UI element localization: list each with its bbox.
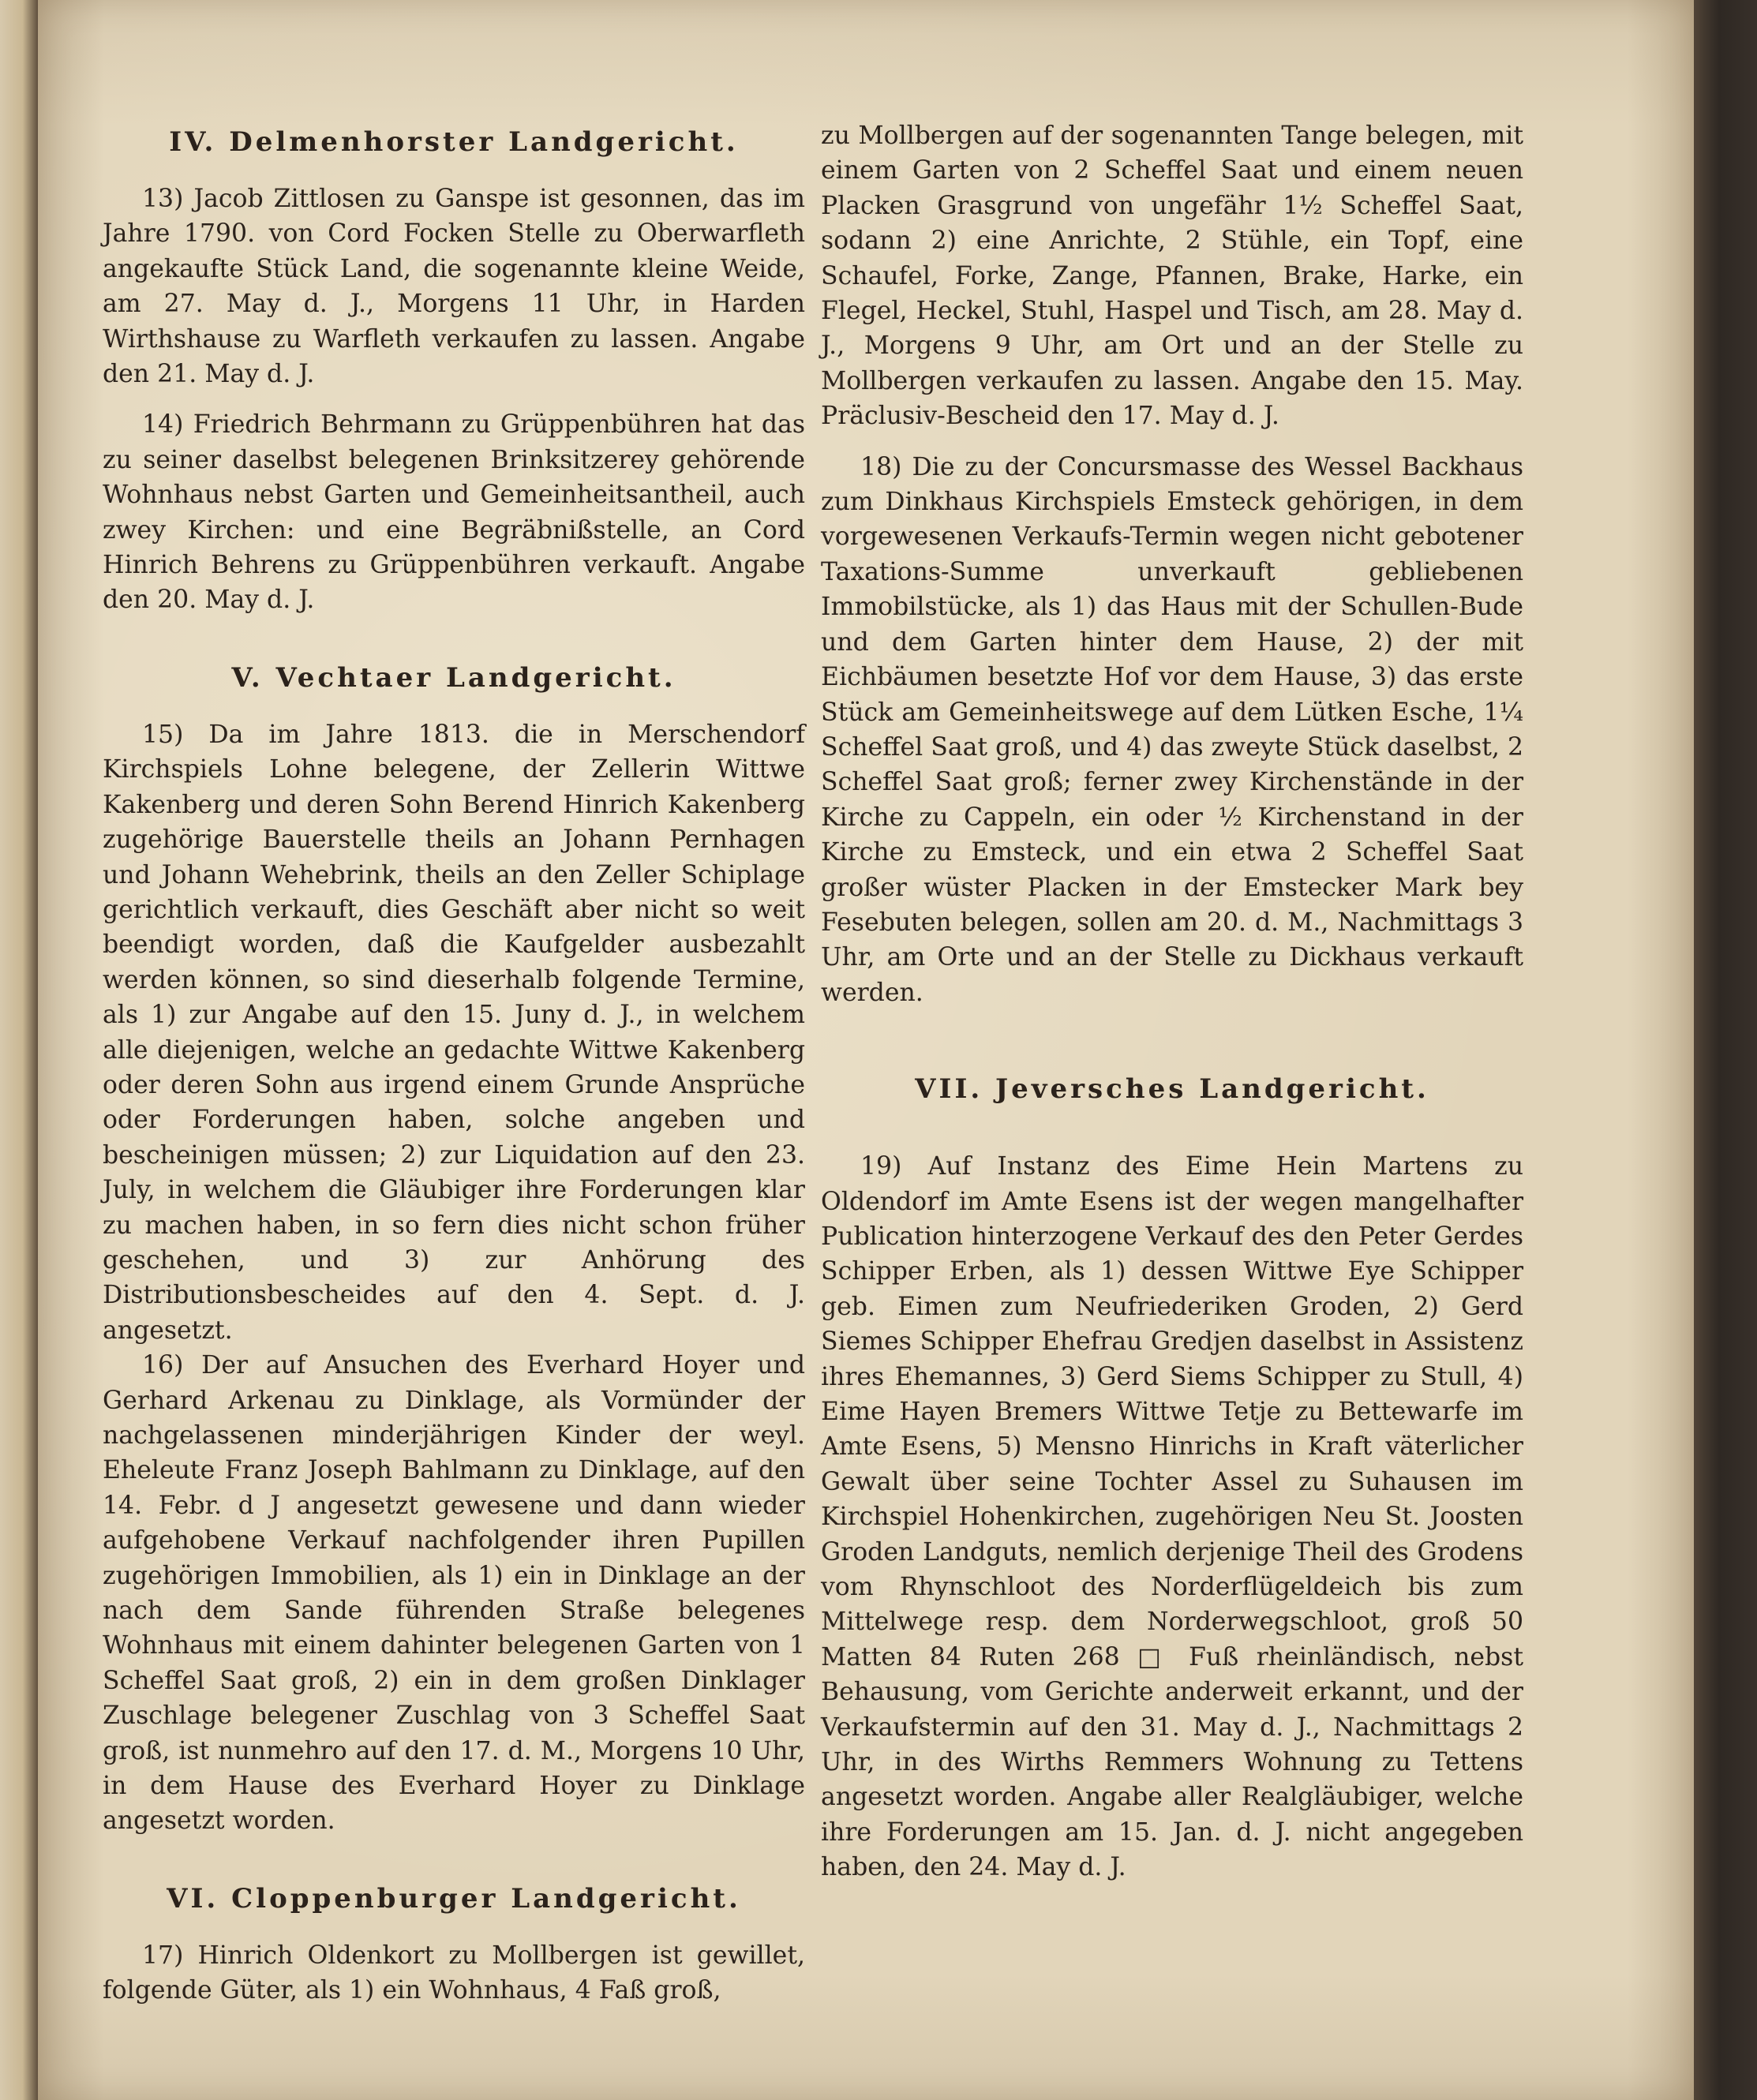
entry-13: 13) Jacob Zittlosen zu Ganspe ist gesonnen, das im Jahre 1790. von Cord Focken Stelle zu Oberwarfleth angekaufte Stück Land, die sogenannte kleine Weide, am 27. May d. J., Morgens 11 Uhr, in Harden Wirthshause zu Warfleth verkaufen zu lassen. Angabe den 21. May d. J. [103, 185, 805, 389]
left-column [103, 118, 805, 2008]
right-column [821, 118, 1523, 1885]
entry-14: 14) Friedrich Behrmann zu Grüppenbühren hat das zu seiner daselbst belegenen Brinksitzerey gehörende Wohnhaus nebst Garten und Gemeinheitsantheil, auch zwey Kirchen: und eine Begräbnißstelle, an Cord Hinrich Behrens zu Grüppenbühren verkauft. Angabe den 20. May d. J. [103, 410, 805, 615]
facing-page-edge [0, 0, 41, 2100]
page-shadow-edge [1694, 0, 1757, 2100]
entry-17-continued: zu Mollbergen auf der sogenannten Tange belegen, mit einem Garten von 2 Scheffel Saat und einem neuen Placken Grasgrund von ungefähr 1½ Scheffel Saat, sodann 2) eine Anrichte, 2 Stühle, ein Topf, eine Schaufel, Forke, Zange, Pfannen, Brake, Harke, ein Flegel, Heckel, Stuhl, Haspel und Tisch, am 28. May d. J., Morgens 9 Uhr, am Ort und an der Stelle zu Mollbergen verkaufen zu lassen. Angabe den 15. May. Präclusiv-Bescheid den 17. May d. J. [821, 122, 1523, 431]
section-vi-heading: VI. Cloppenburger Landgericht. [167, 1882, 741, 1915]
entry-15: 15) Da im Jahre 1813. die in Merschendorf Kirchspiels Lohne belegene, der Zellerin Wittwe Kakenberg und deren Sohn Berend Hinrich Kakenberg zugehörige Bauerstelle theils an Johann Pernhagen und Johann Wehebrink, theils an den Zeller Schiplage gerichtlich verkauft, dies Geschäft aber nicht so weit beendigt worden, daß die Kaufgelder ausbezahlt werden können, so sind dieserhalb folgende Termine, als 1) zur Angabe auf den 15. Juny d. J., in welchem alle diejenigen, welche an gedachte Wittwe Kakenberg oder deren Sohn aus irgend einem Grunde Ansprüche oder Forderungen haben, solche angeben und bescheinigen müssen; 2) zur Liquidation auf den 23. July, in welchem die Gläubiger ihre Forderungen klar zu machen haben, in so fern dies nicht schon früher geschehen, und 3) zur Anhörung des Distributionsbescheides auf den 4. Sept. d. J. angesetzt. [103, 720, 805, 1345]
section-iv-heading: IV. Delmenhorster Landgericht. [169, 126, 739, 158]
entry-16: 16) Der auf Ansuchen des Everhard Hoyer und Gerhard Arkenau zu Dinklage, als Vormünder der nachgelassenen minderjährigen Kinder der weyl. Eheleute Franz Joseph Bahlmann zu Dinklage, auf den 14. Febr. d J angesetzt gewesene und dann wieder aufgehobene Verkauf nachfolgender ihren Pupillen zugehörigen Immobilien, als 1) ein in Dinklage an der nach dem Sande führenden Straße belegenes Wohnhaus mit einem dahinter belegenen Garten von 1 Scheffel Saat groß, 2) ein in dem großen Dinklager Zuschlage belegener Zuschlag von 3 Scheffel Saat groß, ist nunmehro auf den 17. d. M., Morgens 10 Uhr, in dem Hause des Everhard Hoyer zu Dinklage angesetzt worden. [103, 1351, 805, 1836]
entry-18: 18) Die zu der Concursmasse des Wessel Backhaus zum Dinkhaus Kirchspiels Emsteck gehörigen, in dem vorgewesenen Verkaufs-Termin wegen nicht gebotener Taxations-Summe unverkauft gebliebenen Immobilstücke, als 1) das Haus mit der Schullen-Bude und dem Garten hinter dem Hause, 2) der mit Eichbäumen besetzte Hof vor dem Hause, 3) das erste Stück am Gemeinheitswege auf dem Lütken Esche, 1¼ Scheffel Saat groß, und 4) das zweyte Stück daselbst, 2 Scheffel Saat groß; ferner zwey Kirchenstände in der Kirche zu Cappeln, ein oder ½ Kirchenstand in der Kirche zu Emsteck, und ein etwa 2 Scheffel Saat großer wüster Placken in der Emstecker Mark bey Fesebuten belegen, sollen am 20. d. M., Nachmittags 3 Uhr, am Orte und an der Stelle zu Dickhaus verkauft werden. [821, 452, 1523, 1007]
section-vii-heading: VII. Jeversches Landgericht. [915, 1073, 1429, 1106]
section-v-heading: V. Vechtaer Landgericht. [231, 661, 676, 694]
entry-19: 19) Auf Instanz des Eime Hein Martens zu Oldendorf im Amte Esens ist der wegen mangelhafter Publication hinterzogene Verkauf des den Peter Gerdes Schipper Erben, als 1) dessen Wittwe Eye Schipper geb. Eimen zum Neufriederiken Groden, 2) Gerd Siemes Schipper Ehefrau Gredjen daselbst in Assistenz ihres Ehemannes, 3) Gerd Siems Schipper zu Stull, 4) Eime Hayen Bremers Wittwe Tetje zu Bettewarfe im Amte Esens, 5) Mensno Hinrichs in Kraft väterlicher Gewalt über seine Tochter Assel zu Suhausen im Kirchspiel Hohenkirchen, zugehörigen Neu St. Joosten Groden Landguts, nemlich derjenige Theil des Grodens vom Rhynschloot des Norderflügeldeich bis zum Mittelwege resp. dem Norderwegschloot, groß 50 Matten 84 Ruten 268 □ Fuß rheinländisch, nebst Behausung, vom Gerichte anderweit erkannt, und der Verkaufstermin auf den 31. May d. J., Nachmittags 2 Uhr, in des Wirths Remmers Wohnung zu Tettens angesetzt worden. Angabe aller Realgläubiger, welche ihre Forderungen am 15. Jan. d. J. nicht angegeben haben, den 24. May d. J. [821, 1152, 1523, 1882]
entry-17-start: 17) Hinrich Oldenkort zu Mollbergen ist gewillet, folgende Güter, als 1) ein Wohnhaus, 4 Faß groß, [103, 1941, 805, 2005]
